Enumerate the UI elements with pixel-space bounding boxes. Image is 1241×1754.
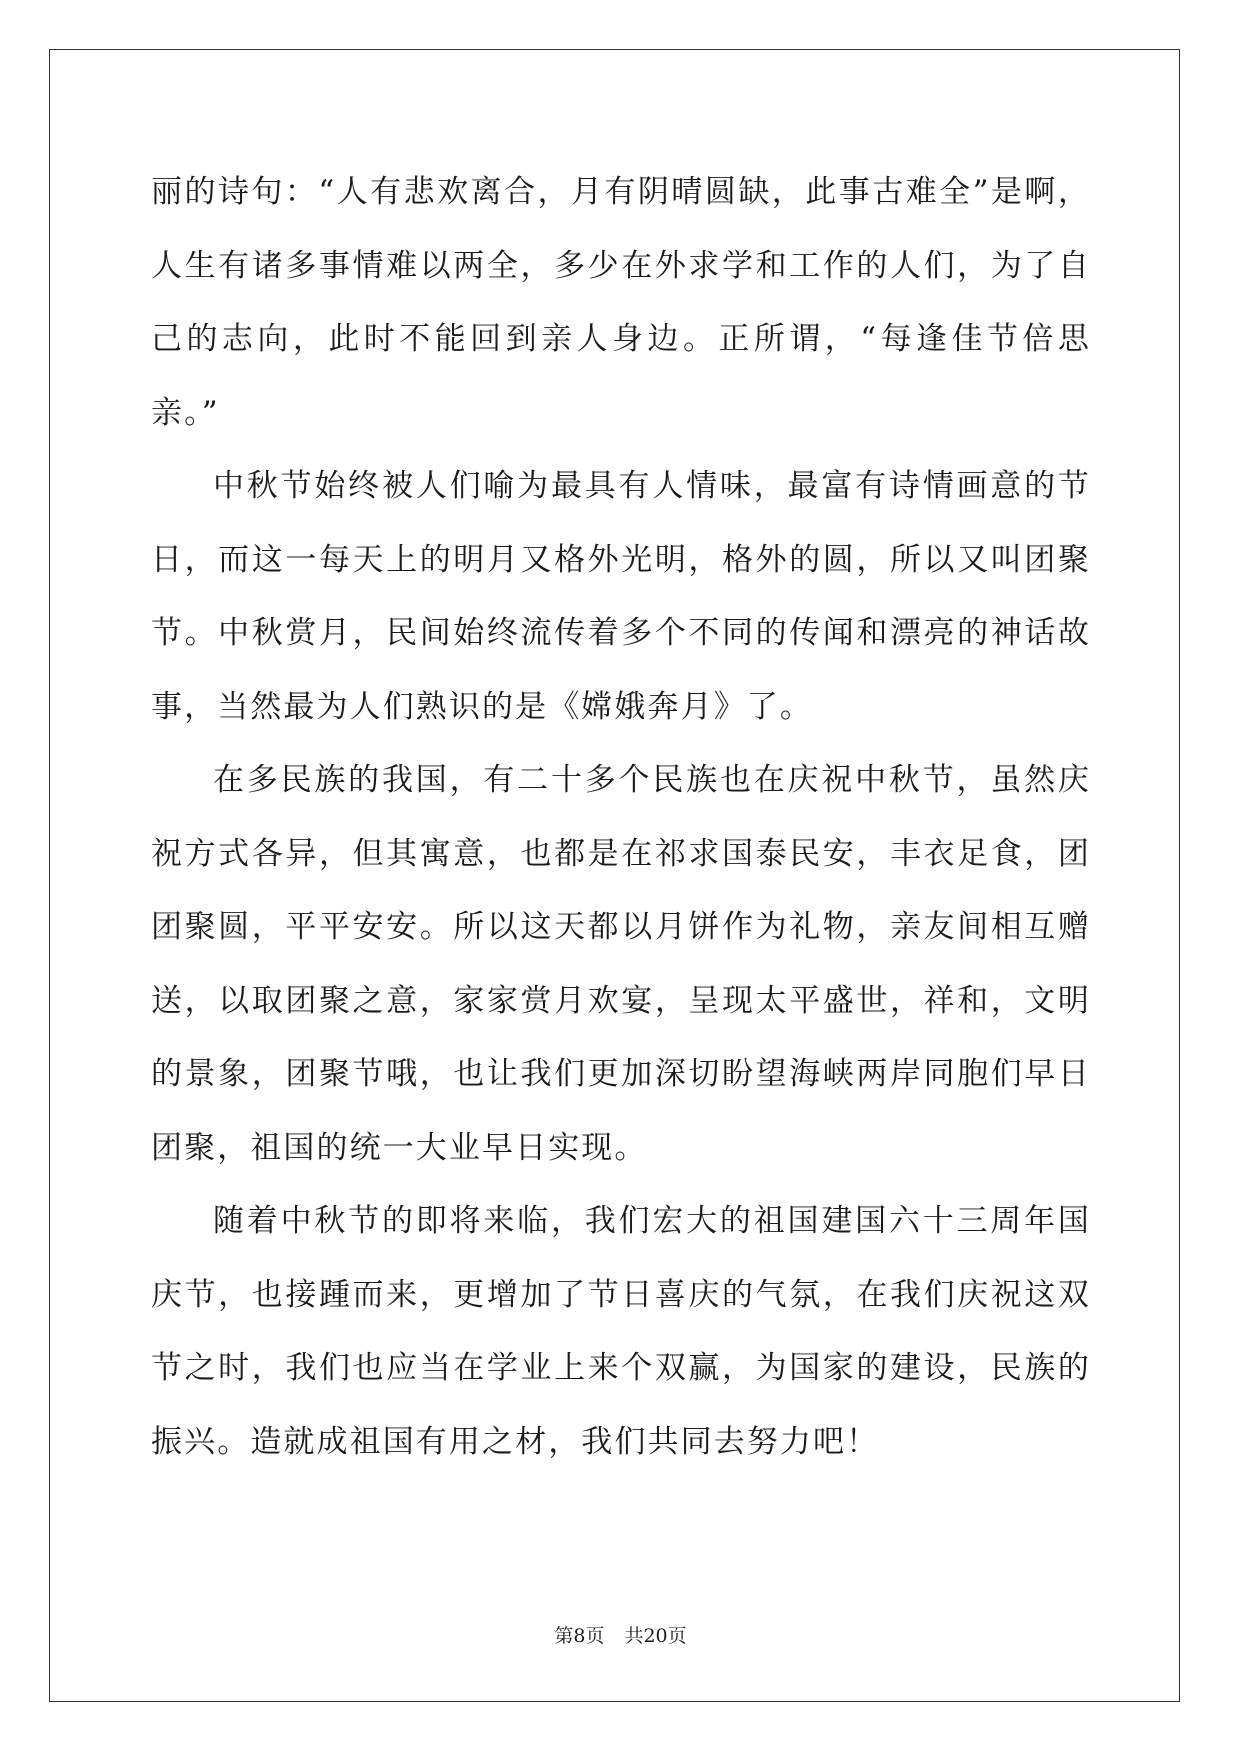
paragraph-4: 随着中秋节的即将来临，我们宏大的祖国建国六十三周年国庆节，也接踵而来，更增加了节日喜庆的气氛，在我们庆祝这双节之时，我们也应当在学业上来个双赢，为国家的建设，民族的振兴。造就成祖国有用之材，我们共同去努力吧！ xyxy=(151,1203,1091,1460)
page-footer xyxy=(0,1624,1241,1648)
document-body xyxy=(151,156,1091,1479)
page-number: 第8页 xyxy=(554,1625,605,1647)
paragraph-1: 丽的诗句：“人有悲欢离合，月有阴晴圆缺，此事古难全”是啊，人生有诸多事情难以两全，多少在外求学和工作的人们，为了自己的志向，此时不能回到亲人身边。正所谓，“每逢佳节倍思亲。” xyxy=(151,174,1091,431)
paragraph-3: 在多民族的我国，有二十多个民族也在庆祝中秋节，虽然庆祝方式各异，但其寓意，也都是在祁求国泰民安，丰衣足食，团团聚圆，平平安安。所以这天都以月饼作为礼物，亲友间相互赠送，以取团聚之意，家家赏月欢宴，呈现太平盛世，祥和，文明的景象，团聚节哦，也让我们更加深切盼望海峡两岸同胞们早日团聚，祖国的统一大业早日实现。 xyxy=(151,762,1091,1166)
paragraph-2: 中秋节始终被人们喻为最具有人情味，最富有诗情画意的节日，而这一每天上的明月又格外光明，格外的圆，所以又叫团聚节。中秋赏月，民间始终流传着多个不同的传闻和漂亮的神话故事，当然最为人们熟识的是《嫦娥奔月》了。 xyxy=(151,468,1091,725)
page-total: 共20页 xyxy=(624,1625,687,1647)
